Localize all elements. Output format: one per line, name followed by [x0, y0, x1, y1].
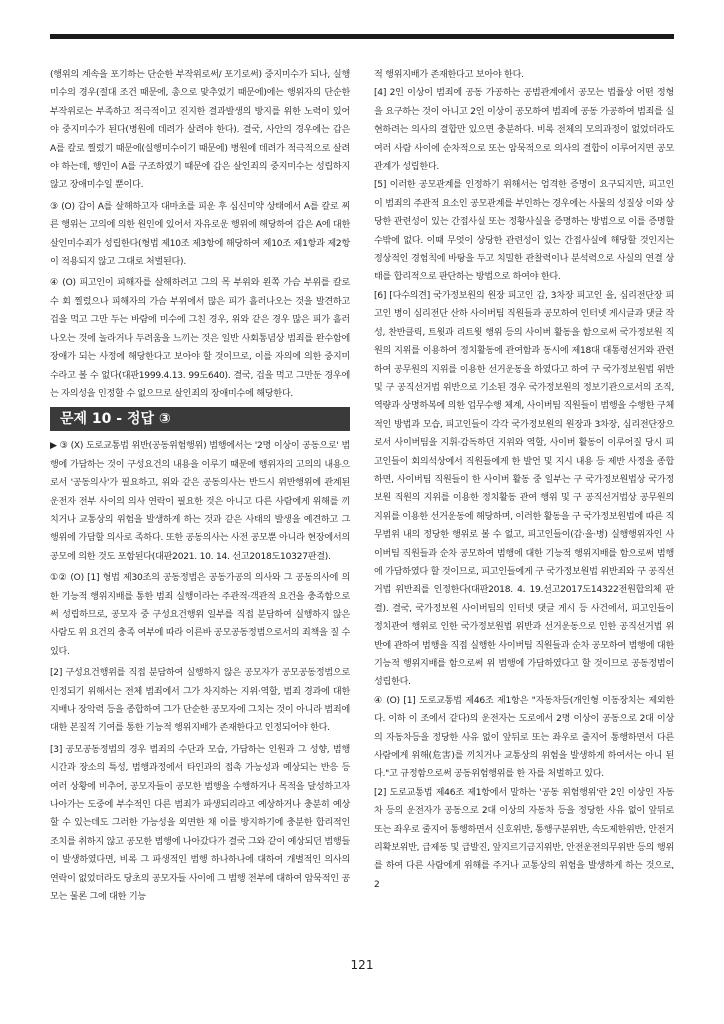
left-column: [50, 66, 350, 906]
paragraph: ①② (O) [1] 형법 제30조의 공동정범은 공동가공의 의사와 그 공동의사에 의한 기능적 행위지배를 통한 범죄 실행이라는 주관적·객관적 요건을 충족함으로써 성립하므로, 공모자 중 구성요건행위 일부를 직접 분담하여 실행하지 않은 사람도 위 요건의 충족 여부에 따라 이른바 공모공동정범으로서의 죄책을 질 수 있다.: [50, 573, 350, 657]
paragraph: 적 행위지배가 존재한다고 보아야 한다.: [374, 70, 524, 80]
page-number: 121: [350, 958, 374, 972]
paragraph: ③ (O) 갑이 A를 살해하고자 대마초를 피운 후 심신미약 상태에서 A를 칼로 찌른 행위는 고의에 의한 원인에 있어서 자유로운 행위에 해당하여 갑은 A에 대한 살인미수죄가 성립한다(형법 제10조 제3항에 해당하여 제10조 제1항과 제2항이 적용되지 않고 그대로 처벌된다).: [50, 201, 350, 268]
paragraph: ④ (O) [1] 도로교통법 제46조 제1항은 "자동차등(개인형 이동장치는 제외한다. 이하 이 조에서 같다)의 운전자는 도로에서 2명 이상이 공동으로 2대 이상의 자동차등을 정당한 사유 없이 앞뒤로 또는 좌우로 줄지어 통행하면서 다른 사람에게 위해(危害)를 끼치거나 교통상의 위험을 발생하게 하여서는 아니 된다."고 규정함으로써 공동위험행위를 한 자를 처벌하고 있다.: [374, 695, 674, 780]
top-rule: [50, 34, 674, 39]
paragraph: [6] [다수의견] 국가정보원의 원장 피고인 갑, 3차장 피고인 을, 심리전단장 피고인 병이 심리전단 산하 사이버팀 직원들과 공모하여 인터넷 게시글과 댓글 작성, 찬반클릭, 트윗과 리트윗 행위 등의 사이버 활동을 함으로써 국가정보원 직원의 지위를 이용하여 정치활동에 관여함과 동시에 제18대 대통령선거와 관련하여 공무원의 지위를 이용한 선거운동을 하였다고 하여 구 국가정보원법 위반 및 구 공직선거법 위반으로 기소된 경우 국가정보원의 정보기관으로서의 조직, 역량과 상명하복에 의한 업무수행 체계, 사이버팀 직원들이 범행을 수행한 구체적인 방법과 모습, 피고인들이 각각 국가정보원의 원장과 3차장, 심리전단장으로서 사이버팀을 지휘·감독하던 지위와 역할, 사이버 활동이 이루어질 당시 피고인들이 회의석상에서 직원들에게 한 발언 및 지시 내용 등 제반 사정을 종합하면, 사이버팀 직원들이 한 사이버 활동 중 일부는 구 국가정보원법상 국가정보원 직원의 지위를 이용한 정치활동 관여 행위 및 구 공직선거법상 공무원의 지위를 이용한 선거운동에 해당하며, 이러한 활동을 구 국가정보원법에 따른 직무범위 내의 정당한 행위로 볼 수 없고, 피고인들이(갑·을·병) 실행행위자인 사이버팀 직원들과 순차 공모하여 범행에 대한 기능적 행위지배를 함으로써 범행에 가담하였다 할 것이므로, 피고인들에게 구 국가정보원법 위반죄와 구 공직선거법 위반죄를 인정한다(대판2018. 4. 19.선고2017도14322전원합의체 판결). 결국, 국가정보원 사이버팀의 인터넷 댓글 게시 등 사건에서, 피고인들이 정치관여 행위로 인한 국가정보원법 위반과 선거운동으로 인한 공직선거법 위반에 관하여 범행을 직접 실행한 사이버팀 직원들과 순차 공모하여 범행에 대한 기능적 행위지배를 함으로써 위 범행에 가담하였다고 할 것이므로 공동정범이 성립한다.: [374, 290, 674, 688]
paragraph: [4] 2인 이상이 범죄에 공동 가공하는 공범관계에서 공모는 법률상 어떤 정형을 요구하는 것이 아니고 2인 이상이 공모하여 범죄에 공동 가공하여 범죄를 실현하려는 의사의 결합만 있으면 충분하다. 비록 전체의 모의과정이 없었더라도 여러 사람 사이에 순차적으로 또는 암묵적으로 의사의 결합이 이루어지면 공모관계가 성립한다.: [374, 88, 674, 173]
paragraph: [3] 공모공동정범의 경우 범죄의 수단과 모습, 가담하는 인원과 그 성향, 범행 시간과 장소의 특성, 범행과정에서 타인과의 접촉 가능성과 예상되는 반응 등 여러 상황에 비추어, 공모자들이 공모한 범행을 수행하거나 목적을 달성하고자 나아가는 도중에 부수적인 다른 범죄가 파생되리라고 예상하거나 충분히 예상할 수 있는데도 그러한 가능성을 외면한 채 이를 방지하기에 충분한 합리적인 조치를 취하지 않고 공모한 범행에 나아갔다가 결국 그와 같이 예상되던 범행들이 발생하였다면, 비록 그 파생적인 범행 하나하나에 대하여 개별적인 의사의 연락이 없었더라도 당초의 공모자들 사이에 그 범행 전부에 대하여 암묵적인 공모는 물론 그에 대한 기능: [50, 744, 350, 903]
paragraph: (행위의 계속을 포기하는 단순한 부작위로써/ 포기로써) 중지미수가 되나, 실행미수의 경우(절대 조건 때문에, 총으로 맞추었기 때문에)에는 행위자의 단순한 부작위로는 부족하고 적극적이고 진지한 결과발생의 방지를 위한 노력이 있어야 중지미수가 된다(병원에 데려가 살려야 한다). 결국, 사안의 경우에는 갑은 A를 칼로 찔렀기 때문에(실행미수이기 때문에) 병원에 데려가 적극적으로 살려야 하는데, 행인이 A를 구조하였기 때문에 갑은 살인죄의 중지미수는 성립하지 않고 장애미수일 뿐이다.: [50, 70, 350, 191]
answer-banner: 문제 10 - 정답 ③: [50, 407, 350, 431]
paragraph: [2] 도로교통법 제46조 제1항에서 말하는 '공동 위험행위'란 2인 이상인 자동차 등의 운전자가 공동으로 2대 이상의 자동차 등을 정당한 사유 없이 앞뒤로 또는 좌우로 줄지어 통행하면서 신호위반, 통행구분위반, 속도제한위반, 안전거리확보위반, 급제동 및 급발진, 앞지르기금지위반, 안전운전의무위반 등의 행위를 하여 다른 사람에게 위해를 주거나 교통상의 위험을 발생하게 하는 것으로, 2: [374, 787, 674, 890]
paragraph: [5] 이러한 공모관계를 인정하기 위해서는 엄격한 증명이 요구되지만, 피고인이 범죄의 주관적 요소인 공모관계를 부인하는 경우에는 사물의 성질상 이와 상당한 관련성이 있는 간접사실 또는 정황사실을 증명하는 방법으로 이를 증명할 수밖에 없다. 이때 무엇이 상당한 관련성이 있는 간접사실에 해당할 것인지는 정상적인 경험칙에 바탕을 두고 치밀한 관찰력이나 분석력으로 사실의 연결 상태를 합리적으로 판단하는 방법으로 하여야 한다.: [374, 180, 674, 283]
paragraph: ④ (O) 피고인이 피해자를 살해하려고 그의 목 부위와 왼쪽 가슴 부위를 칼로 수 회 찔렀으나 피해자의 가슴 부위에서 많은 피가 흘러나오는 것을 발견하고 겁을 먹고 그만 두는 바람에 미수에 그친 경우, 위와 같은 경우 많은 피가 흘러나오는 것에 놀라거나 두려움을 느끼는 것은 일반 사회통념상 범죄를 완수함에 장애가 되는 사정에 해당한다고 보아야 할 것이므로, 이를 자의에 의한 중지미수라고 볼 수 없다(대판1999.4.13. 99도640). 결국, 겁을 먹고 그만둔 경우에는 자의성을 인정할 수 없으므로 살인죄의 장애미수에 해당한다.: [50, 278, 350, 399]
right-column: [374, 66, 674, 894]
paragraph: ▶ ③ (X) 도로교통법 위반(공동위험행위) 범행에서는 '2명 이상이 공동으로' 범행에 가담하는 것이 구성요건의 내용을 이루기 때문에 행위자의 고의의 내용으로서 '공동의사'가 필요하고, 위와 같은 공동의사는 반드시 위반행위에 관계된 운전자 전부 사이의 의사 연락이 필요한 것은 아니고 다른 사람에게 위해를 끼치거나 교통상의 위험을 발생하게 하는 것과 같은 사태의 발생을 예견하고 그 행위에 가담할 의사로 족하다. 또한 공동의사는 사전 공모뿐 아니라 현장에서의 공모에 의한 것도 포함된다(대판2021. 10. 14. 선고2018도10327판결).: [50, 441, 350, 562]
paragraph: [2] 구성요건행위를 직접 분담하여 실행하지 않은 공모자가 공모공동정범으로 인정되기 위해서는 전체 범죄에서 그가 차지하는 지위·역할, 범죄 경과에 대한 지배나 장악력 등을 종합하여 그가 단순한 공모자에 그치는 것이 아니라 범죄에 대한 본질적 기여를 통한 기능적 행위지배가 존재한다고 인정되어야 한다.: [50, 668, 350, 734]
